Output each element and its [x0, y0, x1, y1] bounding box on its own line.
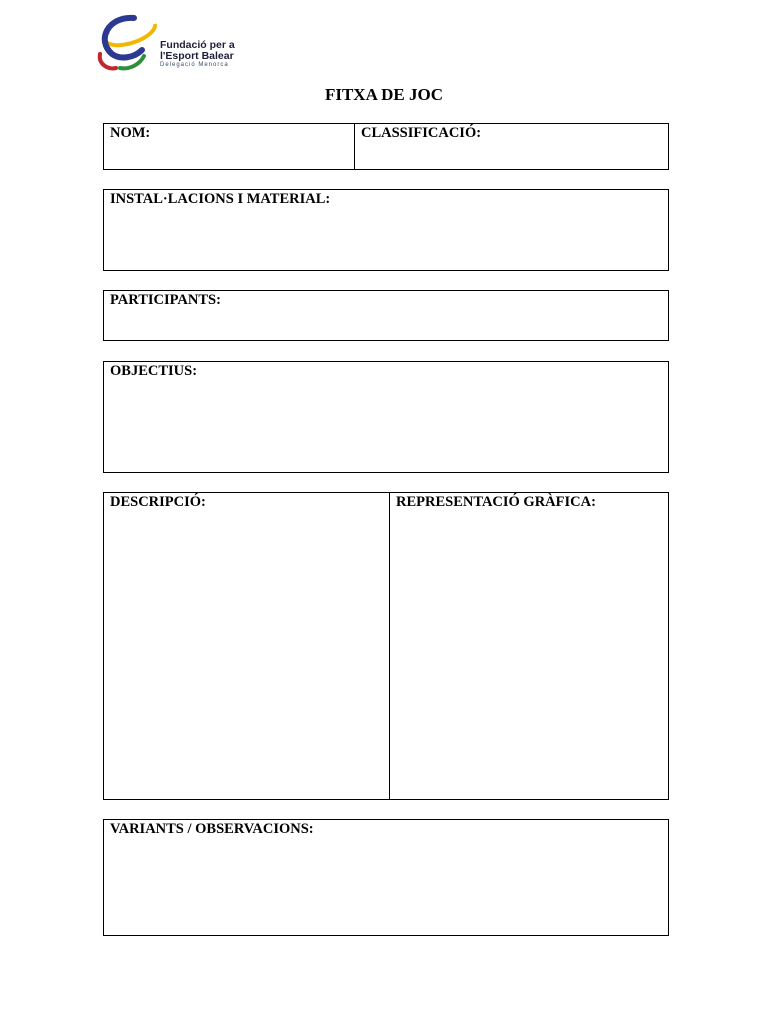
descripcio-representacio-row — [103, 492, 669, 800]
logo-text-line3: Delegació Menorca — [160, 62, 229, 68]
representacio-field[interactable] — [390, 493, 668, 799]
participants-label: PARTICIPANTS: — [110, 292, 221, 308]
nom-classificacio-row — [103, 123, 669, 170]
descripcio-field[interactable] — [104, 493, 389, 799]
classificacio-label: CLASSIFICACIÓ: — [361, 125, 482, 141]
logo-text-line1: Fundació per a — [160, 39, 235, 51]
variants-label: VARIANTS / OBSERVACIONS: — [110, 821, 314, 837]
page-title: FITXA DE JOC — [324, 85, 444, 104]
objectius-field[interactable] — [103, 361, 669, 473]
nom-field[interactable] — [104, 124, 354, 169]
objectius-label: OBJECTIUS: — [110, 363, 198, 379]
nom-label: NOM: — [110, 125, 151, 141]
logo — [94, 10, 244, 74]
logo-rings-icon — [94, 10, 160, 74]
logo-text-line2: l'Esport Balear — [160, 50, 234, 62]
variants-field[interactable] — [103, 819, 669, 936]
installacions-field[interactable] — [103, 189, 669, 271]
participants-field[interactable] — [103, 290, 669, 341]
representacio-label: REPRESENTACIÓ GRÀFICA: — [396, 494, 596, 510]
classificacio-field[interactable] — [355, 124, 668, 169]
installacions-label: INSTAL·LACIONS I MATERIAL: — [110, 191, 331, 207]
descripcio-label: DESCRIPCIÓ: — [110, 494, 206, 510]
